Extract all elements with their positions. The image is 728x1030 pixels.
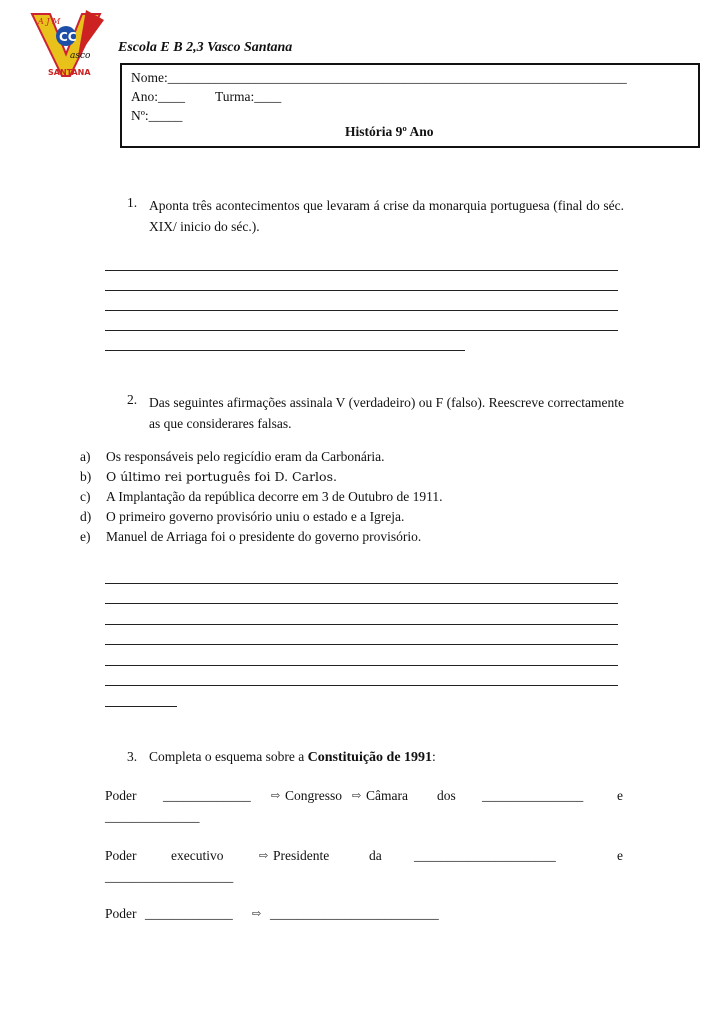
answer-line[interactable] (105, 583, 618, 584)
answer-line[interactable] (105, 603, 618, 604)
item-text: O primeiro governo provisório uniu o estado e a Igreja. (106, 509, 405, 524)
item-text: A Implantação da república decorre em 3 de Outubro de 1911. (106, 489, 443, 504)
label-poder: Poder (105, 788, 137, 803)
svg-text:CC: CC (59, 30, 77, 44)
number-field[interactable]: Nº:_____ (131, 108, 183, 123)
blank-field[interactable]: _______________ (482, 788, 584, 803)
answer-line[interactable] (105, 350, 465, 351)
item-letter: e) (80, 529, 91, 544)
question-number: 2. (127, 392, 138, 407)
year-field[interactable]: Ano:____ (131, 89, 185, 104)
label-poder: Poder (105, 906, 137, 921)
svg-text:SANTANA: SANTANA (48, 68, 91, 77)
arrow-right-outline-icon: ⇨ (271, 790, 281, 802)
label-presidente: Presidente (273, 848, 330, 863)
item-text: Manuel de Arriaga foi o presidente do governo provisório. (106, 529, 422, 544)
item-letter: b) (80, 469, 92, 484)
answer-line[interactable] (105, 685, 618, 686)
question-text: Das seguintes afirmações assinala V (verdadeiro) ou F (falso). Reescreve correctamente as que considerares falsas. (149, 395, 624, 431)
true-false-list (80, 449, 680, 549)
question-text: Aponta três acontecimentos que levaram á crise da monarquia portuguesa (final do séc. XIX/ inicio do séc.). (149, 198, 624, 234)
answer-line[interactable] (105, 310, 618, 311)
school-logo (30, 10, 112, 80)
svg-text:A J M: A J M (38, 17, 61, 26)
item-letter: c) (80, 489, 91, 504)
arrow-right-outline-icon: ⇨ (259, 850, 269, 862)
svg-text:asco: asco (70, 51, 91, 61)
label-e: e (617, 788, 623, 803)
name-field[interactable]: Nome:____________________________________________________________________ (131, 70, 627, 85)
label-congresso: Congresso (285, 788, 342, 803)
answer-line[interactable] (105, 706, 177, 707)
blank-field[interactable]: _____________ (145, 906, 233, 921)
label-da: da (369, 848, 382, 863)
school-name: Escola E B 2,3 Vasco Santana (118, 40, 293, 55)
blank-field[interactable]: _________________________ (270, 906, 439, 921)
question-number: 3. (127, 749, 138, 764)
label-e: e (617, 848, 623, 863)
blank-field[interactable]: _____________ (163, 788, 251, 803)
question-number: 1. (127, 195, 138, 210)
answer-line[interactable] (105, 624, 618, 625)
blank-field[interactable]: ___________________ (105, 869, 234, 884)
label-camara: Câmara (366, 788, 408, 803)
question-text-suffix: : (432, 749, 436, 764)
item-text: O último rei português foi D. Carlos. (106, 469, 337, 484)
student-info-box (120, 63, 700, 148)
blank-field[interactable]: ______________ (105, 809, 200, 824)
class-field[interactable]: Turma:____ (215, 89, 282, 104)
subject-title: História 9º Ano (345, 124, 434, 139)
label-poder: Poder (105, 848, 137, 863)
item-text: Os responsáveis pelo regicídio eram da Carbonária. (106, 449, 385, 464)
answer-line[interactable] (105, 644, 618, 645)
item-letter: d) (80, 509, 92, 524)
label-executivo: executivo (171, 848, 224, 863)
question-text-bold: Constituição de 1991 (307, 750, 433, 765)
answer-line[interactable] (105, 330, 618, 331)
blank-field[interactable]: _____________________ (414, 848, 556, 863)
arrow-right-outline-icon: ⇨ (352, 790, 362, 802)
answer-line[interactable] (105, 270, 618, 271)
item-letter: a) (80, 449, 91, 464)
question-text: Completa o esquema sobre a (149, 749, 308, 764)
answer-line[interactable] (105, 290, 618, 291)
arrow-right-outline-icon: ⇨ (252, 908, 262, 920)
label-dos: dos (437, 788, 456, 803)
answer-line[interactable] (105, 665, 618, 666)
